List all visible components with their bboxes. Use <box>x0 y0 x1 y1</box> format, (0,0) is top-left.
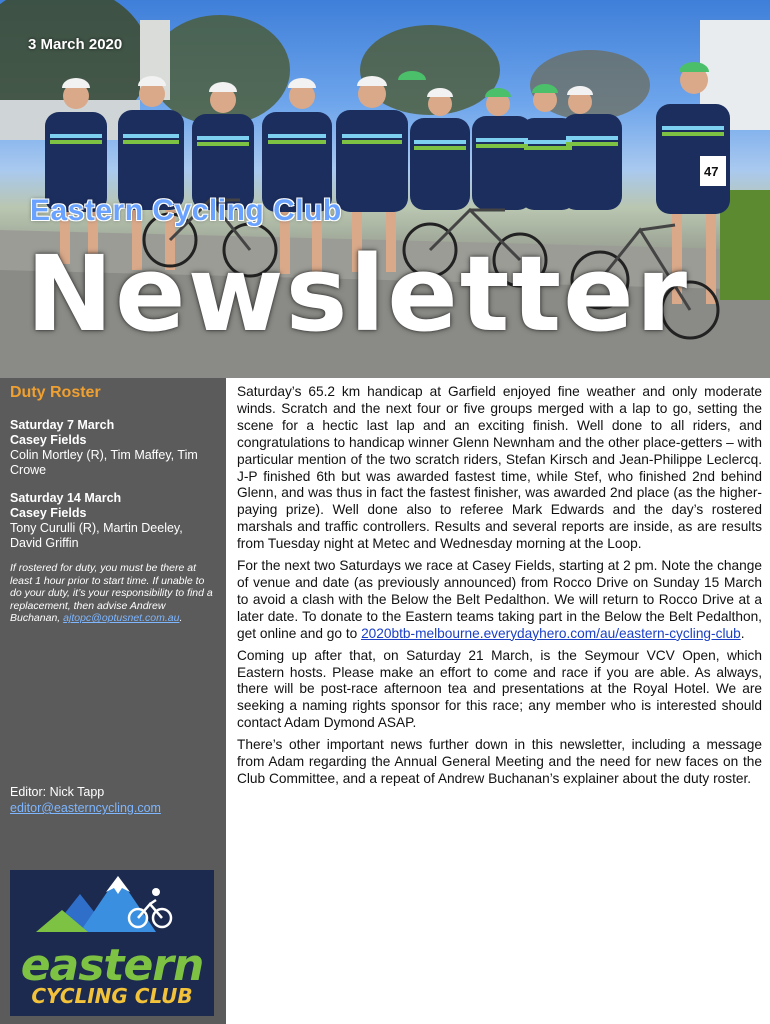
duty-roster-heading: Duty Roster <box>10 384 101 401</box>
roster-date: Saturday 7 March <box>10 418 115 432</box>
roster-date: Saturday 14 March <box>10 491 122 505</box>
editor-name: Editor: Nick Tapp <box>10 785 105 799</box>
hero-banner <box>0 0 770 378</box>
article-paragraph: There’s other important news further down in this newsletter, including a message from Adam regarding the Annual General Meeting and the need for new faces on the Club Committee, and a repeat of Andrew Buchanan’s explainer about the duty roster. <box>237 737 762 786</box>
svg-text:47: 47 <box>704 164 719 179</box>
paragraph-end: . <box>740 625 745 641</box>
editor-credit <box>10 784 161 816</box>
roster-names: Colin Mortley (R), Tim Maffey, Tim Crowe <box>10 448 198 477</box>
roster-venue: Casey Fields <box>10 506 87 520</box>
roster-names: Tony Curulli (R), Martin Deeley, David Griffin <box>10 521 183 550</box>
roster-slot <box>10 418 210 478</box>
duty-note-end: . <box>179 612 183 625</box>
roster-slot <box>10 491 210 551</box>
issue-date: 3 March 2020 <box>28 36 123 53</box>
newsletter-title: Newsletter <box>26 233 689 355</box>
paragraph-text: For the next two Saturdays we race at Casey Fields, starting at 2 pm. Note the change of venue and date (as previously announced) from Rocco Drive on Sunday 15 March to avoid a clash with the Below the Belt Pedalthon. We will return to Rocco Drive at a later date. To donate to the Eastern teams taking part in the Below the Belt Pedalthon, get online and go to <box>237 558 762 641</box>
editor-email-link[interactable]: editor@easterncycling.com <box>10 801 161 815</box>
logo-cycling-club-text: CYCLING CLUB <box>31 984 193 1008</box>
duty-roster-sidebar <box>0 378 226 1024</box>
duty-email-link[interactable]: ajtopc@optusnet.com.au <box>63 612 180 625</box>
duty-note-text: If rostered for duty, you must be there at least 1 hour prior to start time. If unable to do your duty, it’s your responsibility to find a replacement, then advise Andrew Buchanan, <box>10 562 213 625</box>
club-name-heading: Eastern Cycling Club <box>30 194 342 227</box>
duty-note <box>10 562 216 625</box>
logo-eastern-text: eastern <box>20 940 204 991</box>
main-article <box>237 384 762 793</box>
article-paragraph: Coming up after that, on Saturday 21 March, is the Seymour VCV Open, which Eastern hosts. Please make an effort to come and race if you are able. As always, there will be post-race afternoon tea and presentations at the Royal Hotel. We are seeking a naming rights sponsor for this race; any member who is interested should contact Adam Dymond ASAP. <box>237 647 762 731</box>
roster-venue: Casey Fields <box>10 433 87 447</box>
article-paragraph: Saturday’s 65.2 km handicap at Garfield enjoyed fine weather and only moderate winds. Scratch and the next four or five groups merged with a lap to go, setting the scene for a hectic last lap and an exciting finish. Well done to all riders, and congratulations to handicap winner Glenn Newnham and the other place-getters – with particular mention of the two scratch riders, Stefan Kirsch and Jean-Philippe Leclercq. J-P finished 6th but was awarded fastest time, while Stef, who finished 2nd behind Glenn, and was thus in fact the fastest finisher, was awarded 2nd place (as the higher-paying prize). Well done also to referee Mark Edwards and the day’s rostered marshals and traffic controllers. Results and several reports are inside, as are results from Tuesday night at Metec and Wednesday morning at the Loop. <box>237 384 762 552</box>
donation-link[interactable]: 2020btb-melbourne.everydayhero.com/au/eastern-cycling-club <box>361 625 741 641</box>
club-logo <box>10 870 214 1016</box>
article-paragraph <box>237 558 762 643</box>
